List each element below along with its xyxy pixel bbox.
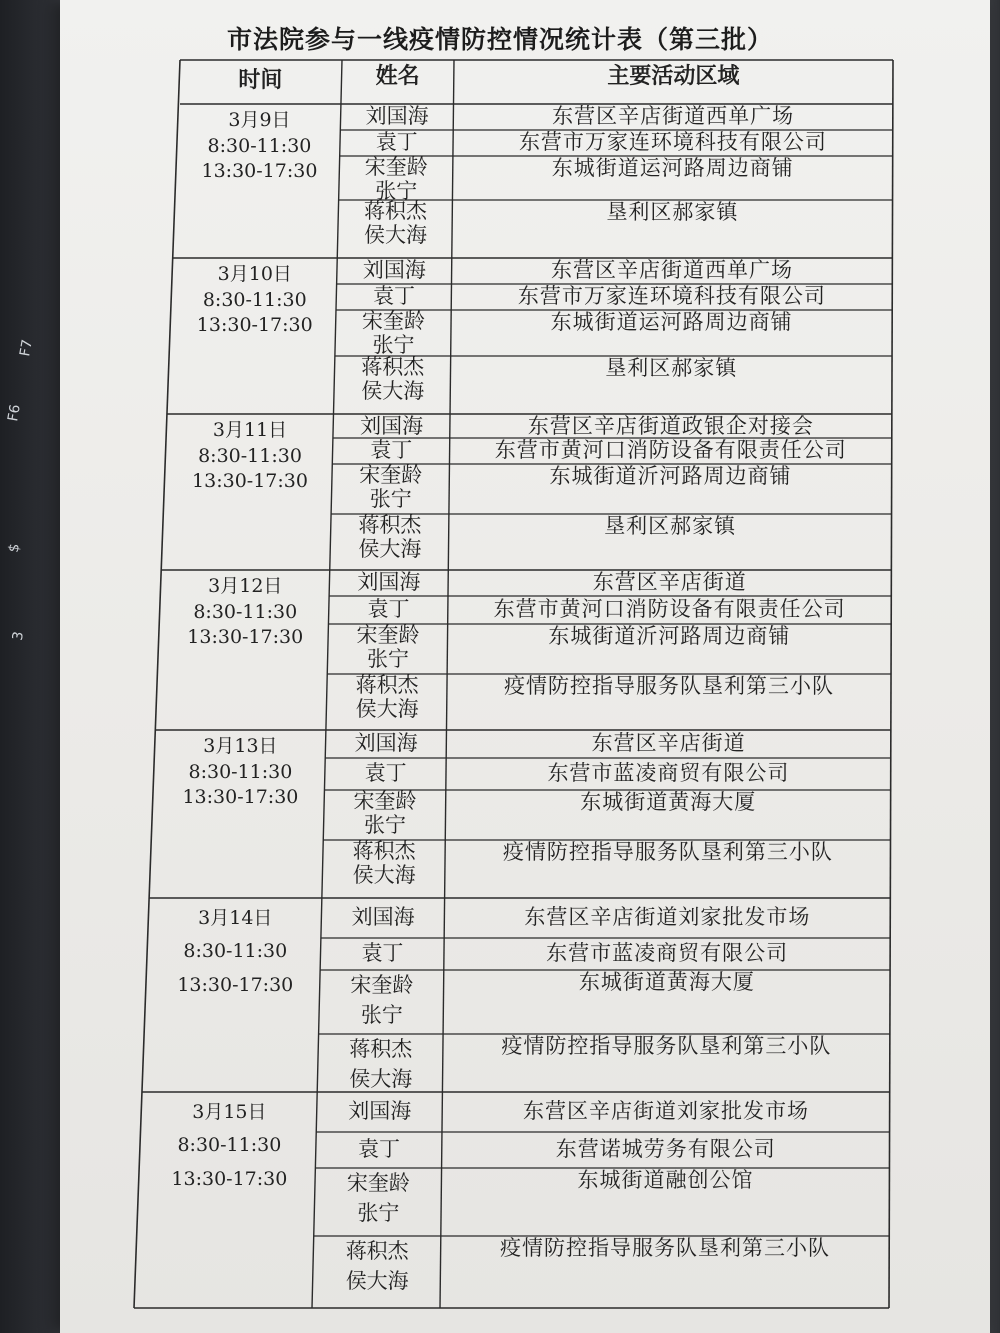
activity-area-cell: 东营市万家连环境科技有限公司 <box>517 284 826 308</box>
name-cell <box>314 1236 441 1297</box>
person-name: 刘国海 <box>365 104 429 128</box>
person-name: 袁丁 <box>367 597 410 621</box>
header-area: 主要活动区域 <box>607 64 740 89</box>
date-label: 3月12日 <box>208 575 283 597</box>
person-name: 刘国海 <box>360 414 424 438</box>
name-cell <box>337 258 452 282</box>
date-label: 3月11日 <box>212 419 288 441</box>
person-name: 宋奎龄 <box>356 623 420 647</box>
name-cell <box>315 1168 441 1229</box>
name-cell <box>337 284 452 308</box>
activity-area-cell: 垦利区郝家镇 <box>605 356 738 380</box>
person-name: 袁丁 <box>364 761 407 785</box>
person-name: 宋奎龄 <box>350 973 414 997</box>
person-name: 袁丁 <box>370 438 413 462</box>
time-range: 13:30-17:30 <box>201 160 318 183</box>
name-cell <box>339 200 453 247</box>
person-name: 宋奎龄 <box>362 309 426 333</box>
name-cell <box>324 790 445 837</box>
activity-area-cell: 东城街道融创公馆 <box>577 1168 754 1192</box>
name-cell <box>335 356 451 403</box>
person-name: 张宁 <box>372 332 415 357</box>
date-time-cell <box>172 262 337 339</box>
time-range: 8:30-11:30 <box>188 760 293 783</box>
date-time-cell <box>149 902 322 1002</box>
time-range: 13:30-17:30 <box>177 973 294 996</box>
date-time-cell <box>161 574 330 651</box>
activity-area-cell: 东营市蓝凌商贸有限公司 <box>547 761 790 785</box>
person-name: 侯大海 <box>352 862 416 887</box>
name-cell <box>317 1099 442 1123</box>
person-name: 蒋积杰 <box>358 513 422 537</box>
activity-area-cell: 东城街道黄海大厦 <box>578 970 755 994</box>
activity-area-cell: 东城街道黄海大厦 <box>580 790 757 814</box>
name-cell <box>328 624 447 671</box>
date-time-cell <box>155 734 326 811</box>
person-name: 蒋积杰 <box>363 199 427 223</box>
person-name: 侯大海 <box>361 378 425 403</box>
person-name: 宋奎龄 <box>364 155 428 179</box>
name-cell <box>341 104 454 128</box>
person-name: 张宁 <box>364 812 407 837</box>
name-cell <box>332 464 449 511</box>
activity-area-cell: 垦利区郝家镇 <box>604 514 737 538</box>
person-name: 蒋积杰 <box>349 1037 413 1061</box>
name-cell <box>327 674 447 721</box>
person-name: 刘国海 <box>348 1099 412 1123</box>
time-range: 13:30-17:30 <box>196 314 313 337</box>
person-name: 张宁 <box>369 486 412 511</box>
person-name: 张宁 <box>366 646 409 671</box>
person-name: 张宁 <box>357 1201 400 1226</box>
time-range: 13:30-17:30 <box>182 786 299 809</box>
person-name: 袁丁 <box>361 941 404 965</box>
person-name: 刘国海 <box>351 905 415 929</box>
time-range: 8:30-11:30 <box>202 288 307 311</box>
date-time-cell <box>142 1096 317 1196</box>
name-cell <box>325 761 446 785</box>
person-name: 宋奎龄 <box>346 1171 410 1195</box>
name-cell <box>330 570 449 594</box>
person-name: 蒋积杰 <box>345 1239 409 1263</box>
person-name: 侯大海 <box>345 1269 409 1294</box>
name-cell <box>340 130 453 154</box>
activity-area-cell: 疫情防控指导服务队垦利第三小队 <box>504 674 835 698</box>
activity-area-cell: 东营区辛店街道刘家批发市场 <box>524 905 811 929</box>
name-cell <box>320 970 444 1031</box>
name-cell <box>336 310 451 357</box>
date-label: 3月13日 <box>203 735 278 757</box>
activity-area-cell: 东城街道运河路周边商铺 <box>550 310 793 334</box>
person-name: 刘国海 <box>354 731 418 755</box>
person-name: 袁丁 <box>372 284 415 308</box>
name-cell <box>318 1034 443 1095</box>
person-name: 袁丁 <box>375 130 418 154</box>
date-label: 3月15日 <box>192 1101 267 1123</box>
keyboard-key-dollar: $ <box>5 542 24 554</box>
person-name: 侯大海 <box>349 1067 413 1092</box>
person-name: 宋奎龄 <box>359 463 423 487</box>
time-range: 8:30-11:30 <box>183 940 288 963</box>
activity-area-cell: 东营市黄河口消防设备有限责任公司 <box>494 438 847 462</box>
person-name: 蒋积杰 <box>355 673 419 697</box>
person-name: 刘国海 <box>357 570 421 594</box>
name-cell <box>329 597 448 621</box>
person-name: 侯大海 <box>358 536 422 561</box>
activity-area-cell: 东城街道运河路周边商铺 <box>551 156 794 180</box>
person-name: 宋奎龄 <box>353 789 417 813</box>
name-cell <box>322 905 445 929</box>
name-cell <box>321 941 444 965</box>
person-name: 刘国海 <box>362 258 426 282</box>
date-label: 3月14日 <box>198 907 273 929</box>
header-time: 时间 <box>238 68 283 93</box>
person-name: 侯大海 <box>363 222 427 247</box>
activity-area-cell: 东营区辛店街道政银企对接会 <box>527 414 814 438</box>
name-cell <box>323 840 445 887</box>
date-label: 3月10日 <box>217 263 292 285</box>
activity-area-cell: 疫情防控指导服务队垦利第三小队 <box>502 840 833 864</box>
activity-area-cell: 东城街道沂河路周边商铺 <box>548 624 791 648</box>
activity-area-cell: 疫情防控指导服务队垦利第三小队 <box>501 1034 832 1058</box>
time-range: 13:30-17:30 <box>187 626 304 649</box>
keyboard-key-f7: F7 <box>17 338 36 358</box>
document-title: 市法院参与一线疫情防控情况统计表（第三批） <box>226 25 773 54</box>
activity-area-cell: 东营市黄河口消防设备有限责任公司 <box>493 597 846 621</box>
name-cell <box>333 438 450 462</box>
name-cell <box>331 514 449 561</box>
time-range: 8:30-11:30 <box>207 134 312 157</box>
activity-area-cell: 东营市万家连环境科技有限公司 <box>518 130 827 154</box>
time-range: 13:30-17:30 <box>171 1167 288 1190</box>
activity-area-cell: 东营市蓝凌商贸有限公司 <box>546 941 789 965</box>
person-name: 张宁 <box>375 178 418 203</box>
activity-area-cell: 东营区辛店街道西单广场 <box>552 104 795 128</box>
date-label: 3月9日 <box>228 109 291 131</box>
person-name: 袁丁 <box>358 1137 401 1161</box>
person-name: 张宁 <box>360 1003 403 1028</box>
name-cell <box>326 731 447 755</box>
person-name: 蒋积杰 <box>361 355 425 379</box>
name-cell <box>340 156 453 203</box>
activity-area-cell: 东营区辛店街道刘家批发市场 <box>523 1099 810 1123</box>
activity-area-cell: 东营区辛店街道西单广场 <box>551 258 794 282</box>
name-cell <box>316 1137 442 1161</box>
time-range: 8:30-11:30 <box>193 600 298 623</box>
activity-area-cell: 东城街道沂河路周边商铺 <box>549 464 792 488</box>
person-name: 蒋积杰 <box>352 839 416 863</box>
person-name: 侯大海 <box>355 696 419 721</box>
time-range: 8:30-11:30 <box>177 1134 282 1157</box>
date-time-cell <box>167 418 334 495</box>
keyboard-key-3: 3 <box>9 630 28 642</box>
activity-area-cell: 疫情防控指导服务队垦利第三小队 <box>499 1236 830 1260</box>
name-cell <box>333 414 450 438</box>
activity-area-cell: 东营区辛店街道 <box>592 570 747 594</box>
time-range: 8:30-11:30 <box>198 444 302 467</box>
time-range: 13:30-17:30 <box>192 470 308 493</box>
activity-area-cell: 东营诺城劳务有限公司 <box>555 1137 776 1161</box>
date-time-cell <box>178 108 341 185</box>
activity-area-cell: 垦利区郝家镇 <box>606 200 739 224</box>
activity-area-cell: 东营区辛店街道 <box>591 731 746 755</box>
header-name: 姓名 <box>375 64 420 89</box>
keyboard-key-f6: F6 <box>5 403 24 423</box>
